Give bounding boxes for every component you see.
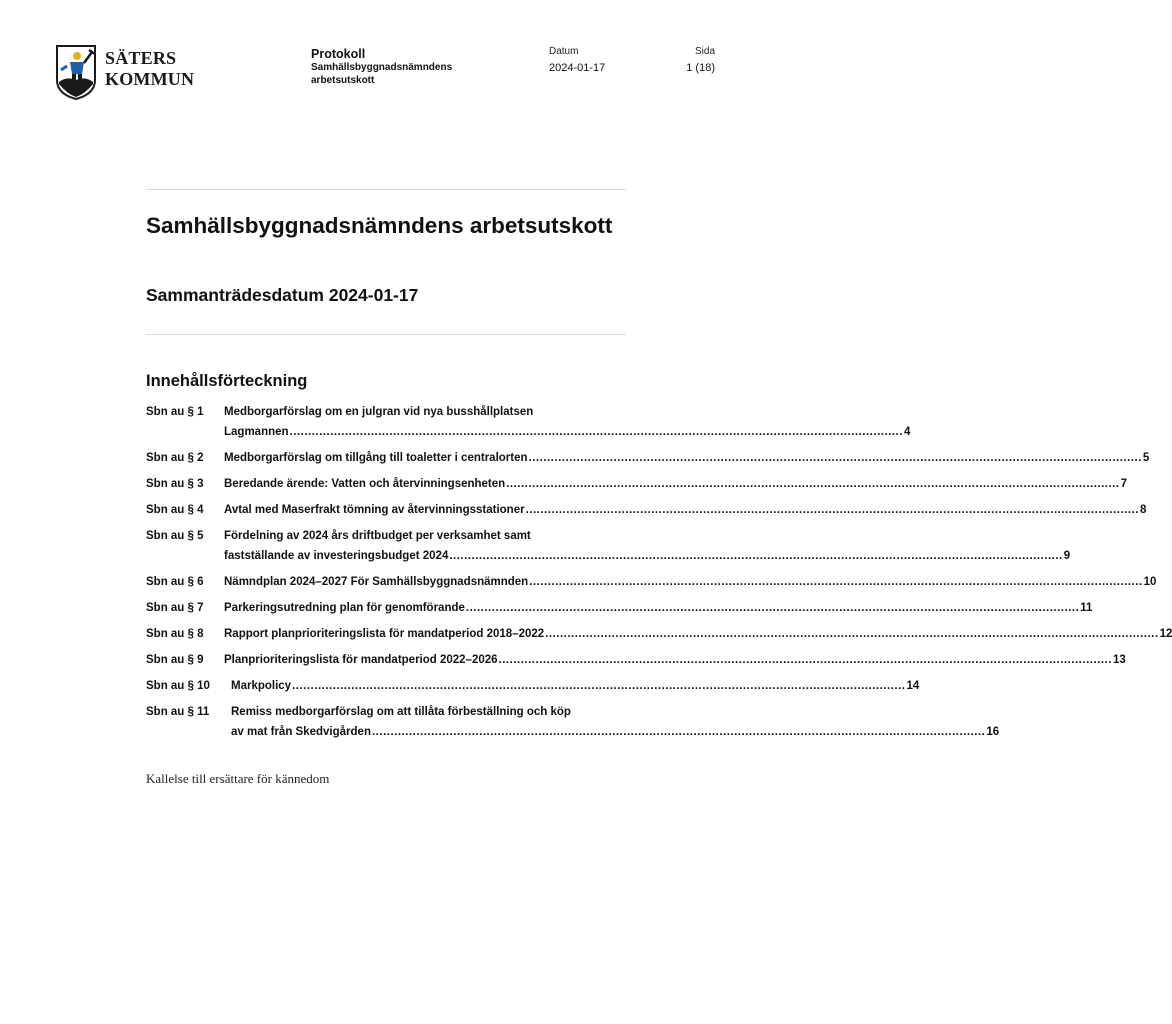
logo-wordmark xyxy=(105,48,194,90)
toc-entry-number: Sbn au § 8 xyxy=(146,628,204,640)
toc-entry-title: Nämndplan 2024–2027 För Samhällsbyggnadsnämnden xyxy=(224,576,529,588)
toc-entry-title: fastställande av investeringsbudget 2024 xyxy=(224,550,449,562)
toc-entry-body xyxy=(231,702,999,742)
toc-entry-body xyxy=(224,624,1172,644)
toc-entry-title: Medborgarförslag om tillgång till toaletter i centralorten xyxy=(224,452,528,464)
toc-dot-leader xyxy=(466,598,1079,618)
toc-entry-title: av mat från Skedvigården xyxy=(231,726,371,738)
toc-entry[interactable] xyxy=(146,526,1071,566)
date-label: Datum xyxy=(549,46,579,57)
municipality-logo xyxy=(55,44,215,100)
toc-page-number: 10 xyxy=(1143,576,1157,588)
toc-entry-number: Sbn au § 10 xyxy=(146,680,210,692)
document-type: Protokoll xyxy=(311,47,366,61)
toc-entry[interactable] xyxy=(146,598,1093,618)
toc-page-number: 14 xyxy=(906,680,920,692)
toc-entry-title-line: Remiss medborgarförslag om att tillåta förbeställning och köp xyxy=(231,706,571,718)
toc-entry[interactable] xyxy=(146,650,1126,670)
toc-page-number: 7 xyxy=(1120,478,1127,490)
toc-page-number: 12 xyxy=(1159,628,1172,640)
toc-entry-last-line xyxy=(224,422,910,442)
toc-page-number: 9 xyxy=(1063,550,1071,562)
toc-dot-leader xyxy=(529,572,1142,592)
toc-entry[interactable] xyxy=(146,402,911,442)
toc-entry-title: Planprioriteringslista för mandatperiod 2022–2026 xyxy=(224,654,498,666)
toc-entry-body xyxy=(224,526,1070,566)
toc-page-number: 5 xyxy=(1142,452,1150,464)
toc-entry-title: Avtal med Maserfrakt tömning av återvinningsstationer xyxy=(224,504,525,516)
toc-page-number: 13 xyxy=(1112,654,1126,666)
toc-entry-last-line xyxy=(231,676,919,696)
toc-dot-leader xyxy=(506,474,1119,494)
toc-entry-body xyxy=(224,650,1126,670)
toc-entry-last-line xyxy=(224,448,1149,468)
page-number: 1 (18) xyxy=(686,62,715,74)
toc-page-number: 16 xyxy=(986,726,1000,738)
toc-entry-body xyxy=(224,598,1092,618)
logo-line1: SÄTERS xyxy=(105,48,177,68)
toc-entry-number: Sbn au § 1 xyxy=(146,406,204,418)
toc-entry[interactable] xyxy=(146,624,1172,644)
toc-dot-leader xyxy=(449,546,1062,566)
toc-entry-number: Sbn au § 5 xyxy=(146,530,204,542)
toc-page-number: 11 xyxy=(1080,602,1093,614)
meeting-date-heading: Sammanträdesdatum 2024-01-17 xyxy=(146,285,419,305)
footnote: Kallelse till ersättare för kännedom xyxy=(146,771,330,786)
coat-of-arms-icon xyxy=(55,44,97,100)
toc-entry-number: Sbn au § 6 xyxy=(146,576,204,588)
toc-entry-body xyxy=(224,402,910,442)
toc-entry[interactable] xyxy=(146,676,920,696)
divider-bottom xyxy=(146,334,626,335)
date-value: 2024-01-17 xyxy=(549,62,606,74)
toc-entry-number: Sbn au § 9 xyxy=(146,654,204,666)
toc-entry[interactable] xyxy=(146,474,1127,494)
toc-entry-body xyxy=(224,500,1146,520)
toc-entry-body xyxy=(224,474,1127,494)
toc-entry-body xyxy=(231,676,919,696)
logo-line2: KOMMUN xyxy=(105,69,195,89)
toc-entry-body xyxy=(224,448,1149,468)
toc-entry-body xyxy=(224,572,1156,592)
toc-dot-leader xyxy=(545,624,1158,644)
toc-dot-leader xyxy=(529,448,1142,468)
toc-entry-title: Beredande ärende: Vatten och återvinningsenheten xyxy=(224,478,506,490)
toc-heading: Innehållsförteckning xyxy=(146,372,308,390)
toc-page-number: 4 xyxy=(903,426,911,438)
toc-entry[interactable] xyxy=(146,500,1147,520)
toc-entry-number: Sbn au § 7 xyxy=(146,602,204,614)
toc-entry-title: Lagmannen xyxy=(224,426,289,438)
toc-entry-number: Sbn au § 2 xyxy=(146,452,204,464)
toc-entry[interactable] xyxy=(146,572,1157,592)
table-of-contents xyxy=(146,402,1172,748)
toc-entry-title-line: Fördelning av 2024 års driftbudget per verksamhet samt xyxy=(224,530,531,542)
toc-entry-number: Sbn au § 3 xyxy=(146,478,204,490)
toc-entry-title: Parkeringsutredning plan för genomförande xyxy=(224,602,465,614)
header-body-name: Samhällsbyggnadsnämndens arbetsutskott xyxy=(311,62,453,86)
toc-dot-leader xyxy=(292,676,905,696)
toc-entry-last-line xyxy=(224,474,1127,494)
toc-entry-number: Sbn au § 4 xyxy=(146,504,204,516)
toc-entry-last-line xyxy=(224,546,1070,566)
toc-entry-last-line xyxy=(224,624,1172,644)
toc-entry-last-line xyxy=(224,598,1092,618)
toc-entry-title: Rapport planprioriteringslista för mandatperiod 2018–2022 xyxy=(224,628,545,640)
toc-entry-last-line xyxy=(224,500,1146,520)
toc-dot-leader xyxy=(526,500,1139,520)
toc-entry[interactable] xyxy=(146,702,1000,742)
toc-entry-last-line xyxy=(224,650,1126,670)
divider-top xyxy=(146,189,626,190)
toc-entry-title-line: Medborgarförslag om en julgran vid nya busshållplatsen xyxy=(224,406,534,418)
toc-dot-leader xyxy=(290,422,903,442)
page-label: Sida xyxy=(694,46,715,57)
toc-page-number: 8 xyxy=(1139,504,1147,516)
page-title: Samhällsbyggnadsnämndens arbetsutskott xyxy=(146,213,613,238)
toc-dot-leader xyxy=(499,650,1112,670)
toc-entry-last-line xyxy=(231,722,999,742)
toc-entry-number: Sbn au § 11 xyxy=(146,706,210,718)
toc-dot-leader xyxy=(372,722,985,742)
toc-entry[interactable] xyxy=(146,448,1150,468)
toc-entry-title: Markpolicy xyxy=(231,680,292,692)
toc-entry-last-line xyxy=(224,572,1156,592)
